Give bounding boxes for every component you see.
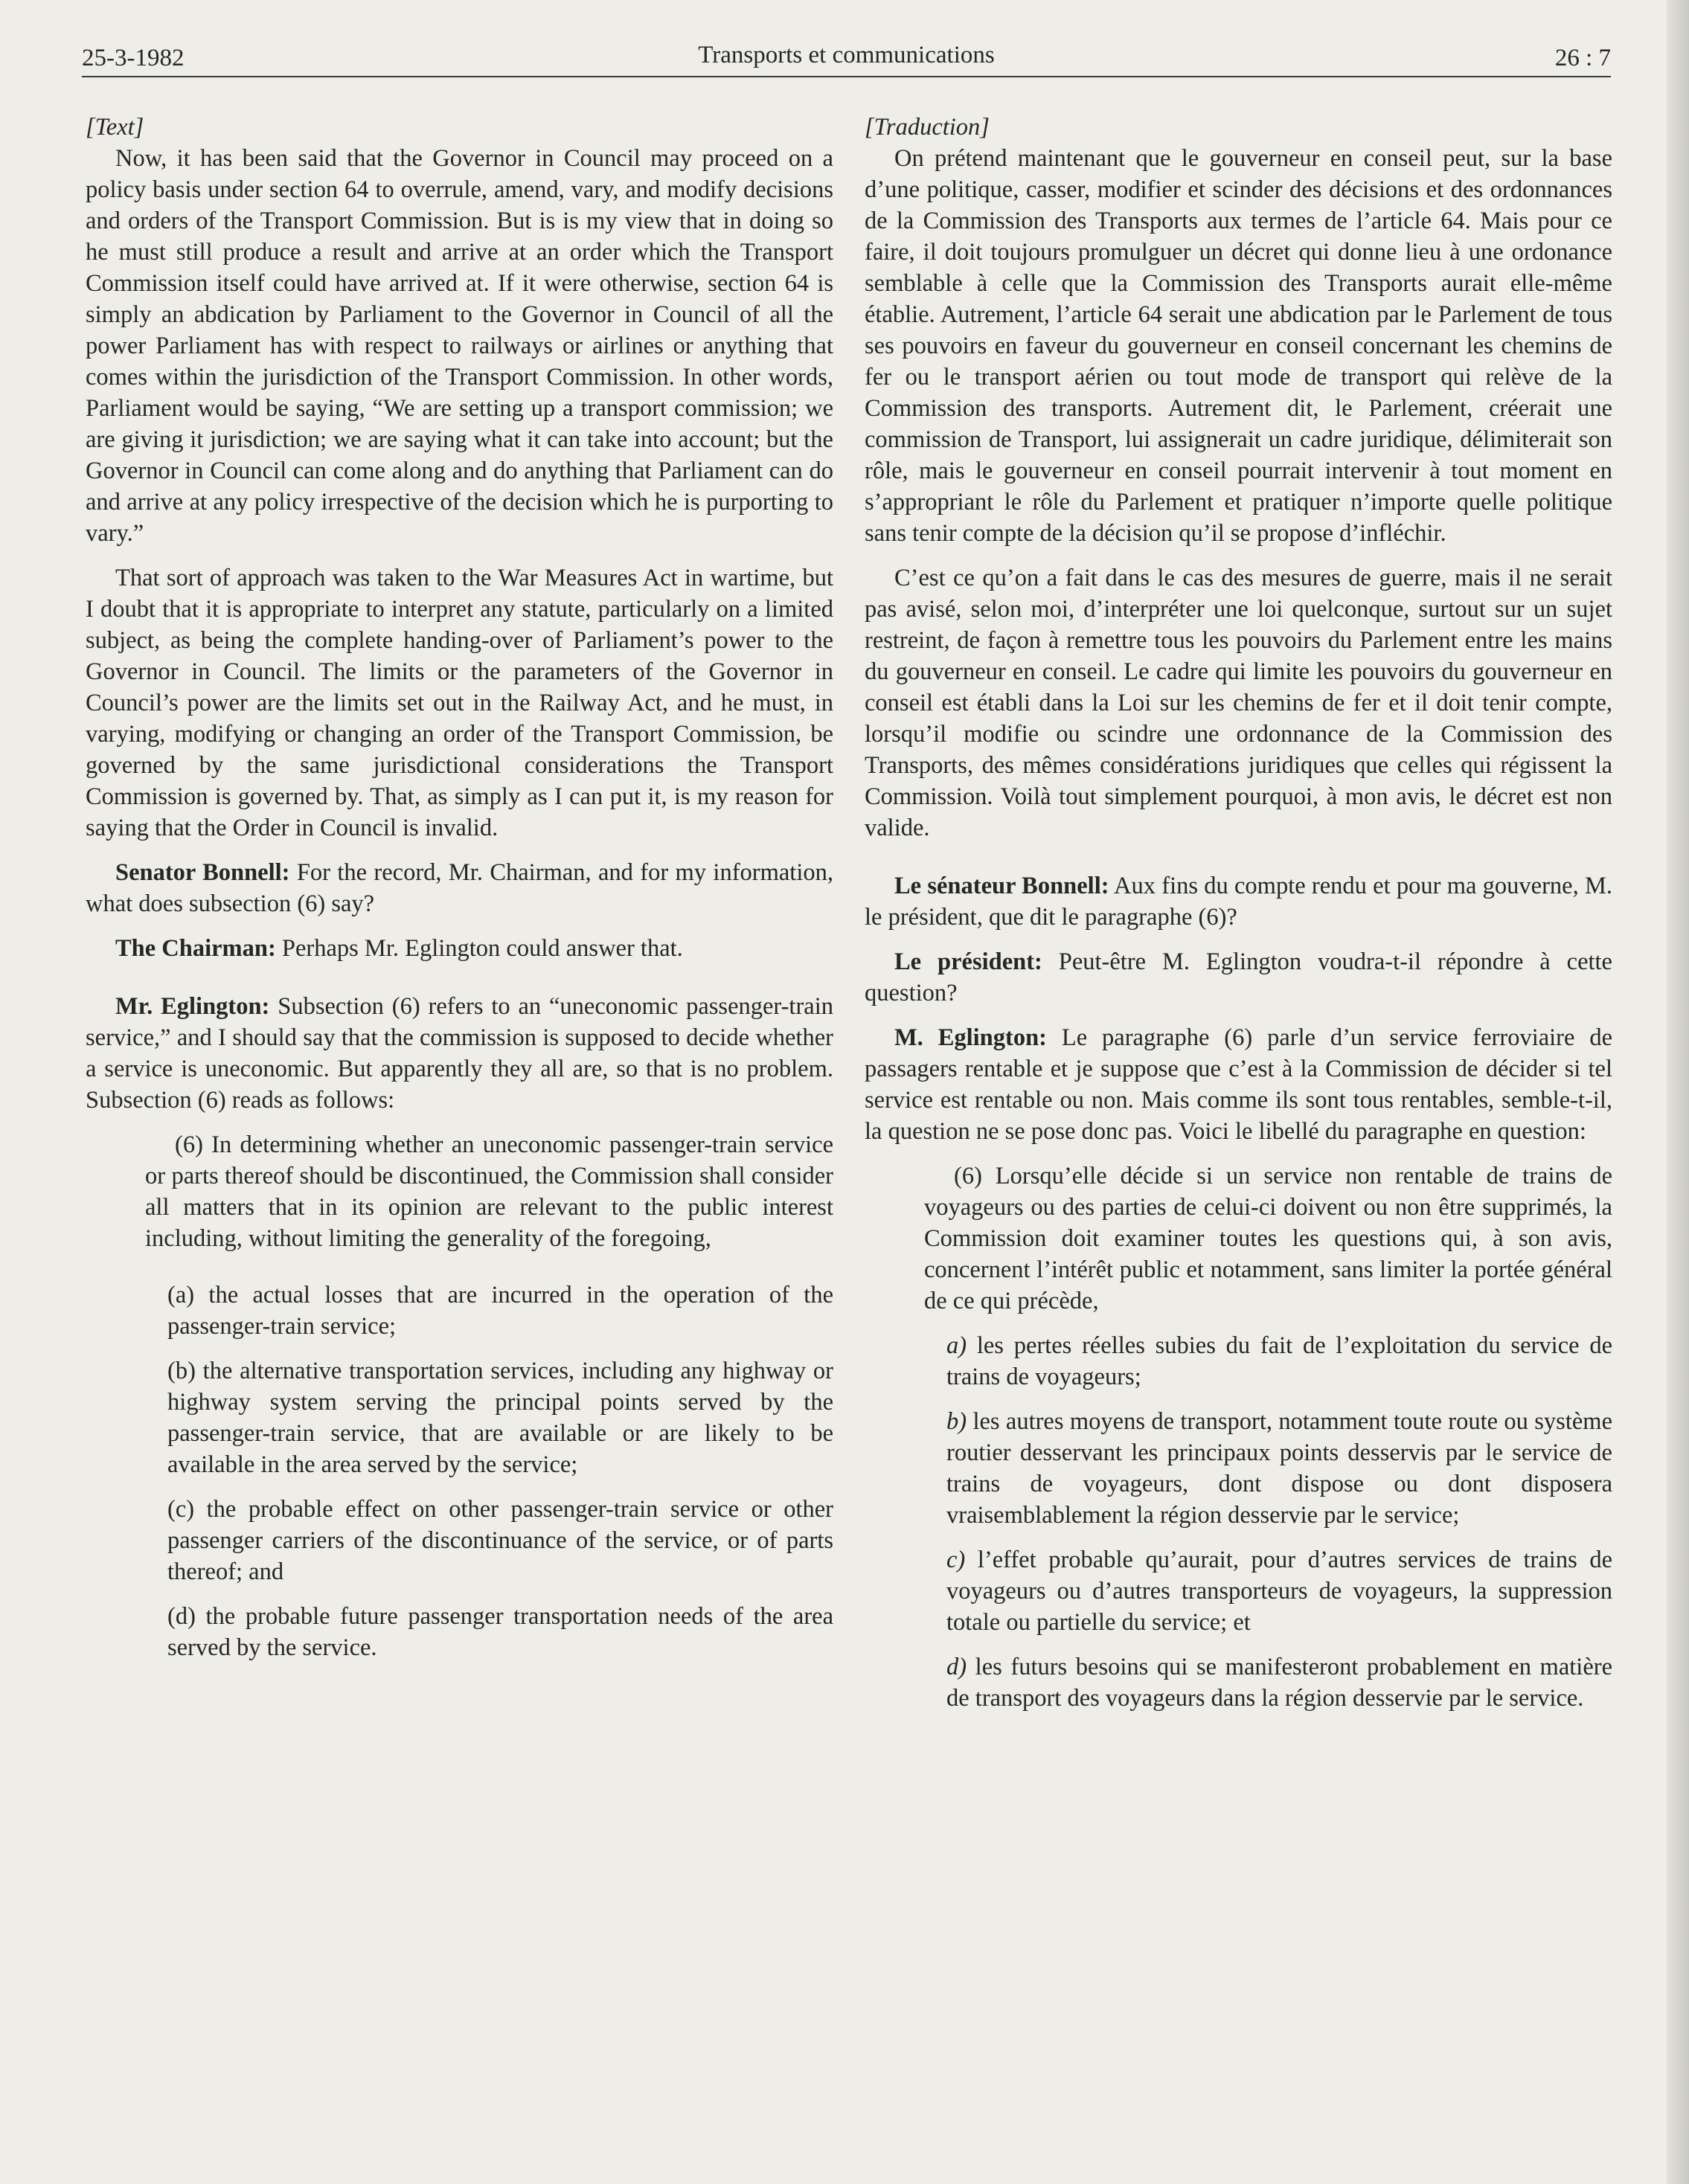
speech-eglington bbox=[86, 991, 833, 1116]
speaker-name: Senator Bonnell: bbox=[115, 859, 290, 886]
speaker-name: M. Eglington: bbox=[894, 1024, 1047, 1051]
speaker-name: Mr. Eglington: bbox=[115, 993, 270, 1020]
speaker-name: The Chairman: bbox=[115, 935, 276, 962]
paragraph: Now, it has been said that the Governor in Council may proceed on a policy basis under section 64 to overrule, amend, vary, and modify decisions and orders of the Transport Commission. But is is my view that in doing so he must still produce a result and arrive at an order which the Transport Commission itself could have arrived at. If it were otherwise, section 64 is simply an abdication by Parliament to the Governor in Council of all the power Parliament has with respect to railways or airlines or anything that comes within the jurisdiction of the Transport Commission. In other words, Parliament would be saying, “We are setting up a transport commission; we are giving it jurisdiction; we are saying what it can take into account; but the Governor in Council can come along and do anything that Parliament can do and arrive at any policy irrespective of the decision which he is purporting to vary.” bbox=[86, 145, 833, 547]
item-text: les pertes réelles subies du fait de l’exploitation du service de trains de voyageurs; bbox=[946, 1332, 1612, 1390]
list-item bbox=[946, 1651, 1612, 1714]
header-date: 25-3-1982 bbox=[82, 45, 185, 71]
speech-text: Subsection (6) refers to an “uneconomic passenger-train service,” and I should say that the commission is supposed to decide whether a service is uneconomic. But apparently they all are, so that is no problem. Subsection (6) reads as follows: bbox=[86, 993, 833, 1114]
list-item: (b) the alternative transportation services, including any highway or highway system serving the principal points served by the passenger-train service, that are available or are likely to be available in the area served by the service; bbox=[167, 1358, 833, 1478]
speech-bonnell bbox=[865, 870, 1612, 933]
quoted-subsection: (6) Lorsqu’elle décide si un service non rentable de trains de voyageurs ou des parties de celui-ci doivent ou non être supprimés, la Commission doit examiner toutes les questions qui, à son avis, concernent l’intérêt public et notamment, sans limiter la portée général de ce qui précède, bbox=[924, 1163, 1612, 1314]
list-item bbox=[946, 1406, 1612, 1531]
speech-text: Le paragraphe (6) parle d’un service ferroviaire de passagers rentable et je suppose que c’est à la Commission de décider si tel service est rentable ou non. Mais comme ils sont tous rentables, semble-t-il, la question ne se pose donc pas. Voici le libellé du paragraphe en question: bbox=[865, 1024, 1612, 1145]
item-text: les futurs besoins qui se manifesteront probablement en matière de transport des voyageurs dans la région desservie par le service. bbox=[946, 1654, 1612, 1712]
speech-bonnell bbox=[86, 857, 833, 919]
section-label: [Text] bbox=[86, 114, 144, 141]
item-letter: b) bbox=[946, 1408, 967, 1435]
header-page-number: 26 : 7 bbox=[1554, 45, 1611, 71]
speaker-name: Le sénateur Bonnell: bbox=[894, 873, 1109, 899]
list-item: (c) the probable effect on other passenger-train service or other passenger carriers of the discontinuance of the service, or of parts thereof; and bbox=[167, 1496, 833, 1585]
item-text: les autres moyens de transport, notamment toute route ou système routier desservant les principaux points desservis par le service de trains de voyageurs, dont dispose ou dont disposera vraisemblablement la région desservie par le service; bbox=[946, 1408, 1612, 1529]
item-text: l’effet probable qu’aurait, pour d’autres services de trains de voyageurs ou d’autres transporteurs de voyageurs, la suppression totale ou partielle du service; et bbox=[946, 1547, 1612, 1636]
speech-chairman bbox=[865, 946, 1612, 1009]
paragraph: On prétend maintenant que le gouverneur en conseil peut, sur la base d’une politique, casser, modifier et scinder des décisions et des ordonnances de la Commission des Transports aux termes de l’article 64. Mais pour ce faire, il doit toujours promulguer un décret qui donne lieu à une ordonance semblable à celle que la Commission des Transports aurait elle-même établie. Autrement, l’article 64 serait une abdication par le Parlement de tous ses pouvoirs en faveur du gouverneur en conseil concernant les chemins de fer ou le transport aérien ou tout mode de transport qui relève de la Commission des transports. Autrement dit, le Parlement, créerait une commission de Transport, lui assignerait un cadre juridique, délimiterait son rôle, mais le gouverneur en conseil pourrait intervenir à tout moment en s’appropriant le rôle du Parlement et pratiquer n’importe quelle politique sans tenir compte de la décision qu’il se propose d’infléchir. bbox=[865, 145, 1612, 547]
speech-chairman bbox=[86, 933, 833, 964]
paragraph: That sort of approach was taken to the War Measures Act in wartime, but I doubt that it is appropriate to interpret any statute, particularly on a limited subject, as being the complete handing-over of Parliament’s power to the Governor in Council. The limits or the parameters of the Governor in Council’s power are the limits set out in the Railway Act, and he must, in varying, modifying or changing an order of the Transport Commission, be governed by the same jurisdictional considerations the Transport Commission is governed by. That, as simply as I can put it, is my reason for saying that the Order in Council is invalid. bbox=[86, 565, 833, 841]
item-letter: d) bbox=[946, 1654, 967, 1680]
section-label: [Traduction] bbox=[865, 114, 990, 141]
list-item: (a) the actual losses that are incurred in the operation of the passenger-train service; bbox=[167, 1282, 833, 1340]
paragraph: C’est ce qu’on a fait dans le cas des mesures de guerre, mais il ne serait pas avisé, selon moi, d’interpréter une loi quelconque, surtout sur un sujet restreint, de façon à remettre tous les pouvoirs du Parlement entre les mains du gouverneur en conseil. Le cadre qui limite les pouvoirs du gouverneur en conseil est établi dans la Loi sur les chemins de fer et il doit tenir compte, lorsqu’il modifie ou scindre une ordonnance de la Commission des Transports, des mêmes considérations juridiques que celles qui régissent la Commission. Voilà tout simplement pourquoi, à mon avis, le décret est non valide. bbox=[865, 565, 1612, 841]
speech-text: For the record, Mr. Chairman, and for my information, what does subsection (6) say? bbox=[86, 859, 833, 917]
list-item bbox=[946, 1544, 1612, 1638]
speech-text: Perhaps Mr. Eglington could answer that. bbox=[275, 935, 683, 962]
item-letter: a) bbox=[946, 1332, 967, 1359]
french-column bbox=[865, 112, 1612, 1727]
list-item: (d) the probable future passenger transportation needs of the area served by the service. bbox=[167, 1603, 833, 1661]
page-header bbox=[82, 42, 1611, 77]
english-column bbox=[86, 112, 833, 1677]
speech-eglington bbox=[865, 1022, 1612, 1147]
speech-text: Aux fins du compte rendu et pour ma gouverne, M. le président, que dit le paragraphe (6)? bbox=[865, 873, 1613, 931]
speaker-name: Le président: bbox=[894, 948, 1042, 975]
list-item bbox=[946, 1330, 1612, 1393]
header-title: Transports et communications bbox=[698, 42, 995, 68]
quoted-subsection: (6) In determining whether an uneconomic passenger-train service or parts thereof should be discontinued, the Commission shall consider all matters that in its opinion are relevant to the public interest including, without limiting the generality of the foregoing, bbox=[145, 1131, 833, 1252]
page-edge-shadow bbox=[1667, 0, 1689, 2184]
item-letter: c) bbox=[946, 1547, 966, 1573]
speech-text: Peut-être M. Eglington voudra-t-il répondre à cette question? bbox=[865, 948, 1612, 1006]
